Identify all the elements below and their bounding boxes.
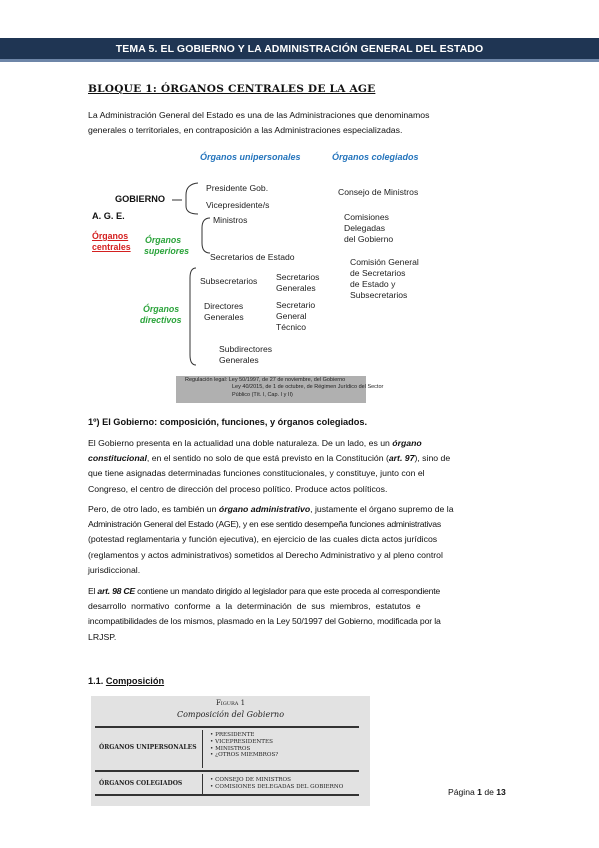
paragraph-organo-administrativo	[88, 502, 514, 578]
para-line	[88, 451, 514, 466]
item-line: Delegadas	[344, 223, 386, 233]
text-emphasis: art. 97	[388, 453, 415, 464]
figure-caption: Composición del Gobierno	[176, 710, 285, 719]
figure-row-label: ÓRGANOS COLEGIADOS	[99, 780, 183, 787]
block-title: BLOQUE 1: ÓRGANOS CENTRALES DE LA AGE	[88, 83, 376, 95]
text: contiene un mandato dirigido al legislador para que este proceda al correspondiente	[134, 586, 440, 596]
item-line: Comisión General	[350, 257, 419, 267]
item-comisiones-delegadas	[344, 212, 393, 245]
label-gobierno: GOBIERNO	[115, 194, 166, 204]
item-consejo-ministros: Consejo de Ministros	[338, 187, 419, 197]
page-number	[448, 787, 506, 797]
item-line: Subsecretarios	[350, 290, 408, 300]
item-line: de Estado y	[350, 279, 396, 289]
text: El Gobierno presenta en la actualidad una doble naturaleza. De un lado, es un	[88, 438, 393, 448]
intro-line: La Administración General del Estado es una de las Administraciones que denominamos	[88, 110, 430, 120]
item-line: Secretario	[276, 300, 316, 310]
label-organos-directivos	[140, 304, 182, 326]
para-line: Administración General del Estado (AGE), y en ese sentido desempeña funciones administrativas	[88, 519, 441, 530]
figure-separator	[95, 770, 359, 772]
page-prefix: Página	[448, 787, 478, 797]
item-presidente: Presidente Gob.	[206, 183, 269, 193]
figure-item: • COMISIONES DELEGADAS DEL GOBIERNO	[210, 783, 344, 790]
page-header	[0, 38, 599, 62]
para-line: desarrollo normativo conforme a la determinación de sus miembros, estatutos e	[88, 601, 421, 612]
figure-item: • CONSEJO DE MINISTROS	[210, 777, 291, 783]
paragraph-art98	[88, 584, 514, 645]
header-colegiados: Órganos colegiados	[332, 152, 419, 162]
figure-row-items	[210, 777, 343, 791]
header-unipersonales: Órganos unipersonales	[200, 152, 301, 162]
para-line: jurisdiccional.	[88, 564, 141, 575]
text: , en el sentido no solo de que está previsto en la Constitución (	[146, 453, 389, 464]
text-emphasis: órgano	[392, 438, 422, 448]
label-organos-centrales	[92, 231, 131, 253]
label-organos-centrales-line: Órganos	[92, 231, 129, 241]
text-emphasis: art. 98 CE	[97, 586, 135, 596]
section-heading-gobierno: 1º) El Gobierno: composición, funciones, y órganos colegiados.	[88, 417, 368, 427]
text: ), sino de	[414, 453, 451, 464]
header-title: TEMA 5. EL GOBIERNO Y LA ADMINISTRACIÓN GENERAL DEL ESTADO	[115, 42, 484, 55]
label-organos-directivos-line: directivos	[140, 315, 182, 325]
label-organos-superiores-line: Órganos	[145, 235, 182, 245]
text: El	[88, 586, 98, 596]
page-total: 13	[496, 787, 506, 797]
figure-item: • PRESIDENTE	[210, 732, 255, 738]
item-line: Generales	[204, 312, 244, 322]
intro-paragraph	[88, 108, 514, 138]
item-directores-generales	[204, 301, 244, 323]
item-secretarios-generales	[276, 272, 319, 294]
item-line: de Secretarios	[350, 268, 406, 278]
item-ministros: Ministros	[213, 215, 248, 225]
item-secretario-general-tecnico	[276, 300, 315, 333]
label-organos-directivos-line: Órganos	[143, 304, 180, 314]
legal-line: Regulación legal: Ley 50/1997, de 27 de noviembre, del Gobierno	[185, 377, 346, 383]
figure-composicion-gobierno	[91, 696, 370, 806]
section-number: 1.1.	[88, 676, 106, 686]
figure-divider	[202, 730, 203, 768]
para-line	[88, 502, 514, 517]
item-subsecretarios: Subsecretarios	[200, 276, 258, 286]
legal-line: Ley 40/2015, de 1 de octubre, de Régimen Jurídico del Sector	[232, 384, 384, 391]
para-line	[88, 436, 514, 451]
text-emphasis: órgano administrativo	[218, 504, 311, 514]
item-comision-general	[350, 257, 419, 301]
item-secretarios-estado: Secretarios de Estado	[210, 252, 295, 262]
label-age: A. G. E.	[92, 211, 125, 221]
item-line: Directores	[204, 301, 244, 311]
legal-line: Público (Tít. I, Cap. I y II)	[232, 391, 293, 398]
item-line: Técnico	[276, 322, 307, 332]
page-current: 1	[477, 787, 482, 797]
para-line: (potestad reglamentaria y función ejecutiva), en ejercicio de las cuales dicta actos jurídicos	[88, 534, 438, 545]
item-vicepresidente: Vicepresidente/s	[206, 200, 270, 210]
para-line: que tiene asignadas determinadas funciones constitucionales, y constituye, junto con el	[88, 468, 425, 479]
page-separator: de	[481, 787, 497, 797]
para-line: (reglamentos y actos administrativos) sometidos al Derecho Administrativo y al pleno control	[88, 549, 443, 560]
figure-item: • ¿OTROS MIEMBROS?	[210, 752, 279, 759]
figure-row-label: ÓRGANOS UNIPERSONALES	[99, 744, 197, 751]
para-line: incompatibilidades de los mismos, plasmado en la Ley 50/1997 del Gobierno, modificada por la	[88, 616, 441, 627]
section-title: Composición	[105, 676, 165, 686]
paragraph-naturaleza	[88, 436, 514, 497]
item-line: Subdirectores	[219, 344, 273, 354]
text: , justamente el órgano supremo de la	[310, 504, 454, 514]
figure-item: • VICEPRESIDENTES	[210, 738, 273, 745]
figure-row-items	[210, 732, 278, 759]
section-heading-composicion	[88, 676, 164, 686]
item-line: Generales	[276, 283, 316, 293]
para-line: LRJSP.	[88, 631, 117, 642]
para-line: Congreso, el centro de dirección del proceso político. Produce actos políticos.	[88, 483, 388, 494]
para-line	[88, 584, 514, 599]
item-line: Secretarios	[276, 272, 320, 282]
figure-divider	[202, 774, 203, 794]
figure-item: • MINISTROS	[210, 745, 251, 752]
item-subdirectores-generales	[219, 344, 272, 366]
label-organos-centrales-line: centrales	[92, 242, 131, 252]
item-line: del Gobierno	[344, 234, 394, 244]
intro-line: generales o territoriales, en contraposición a las Administraciones especializadas.	[88, 125, 403, 136]
item-line: General	[276, 311, 307, 321]
item-line: Generales	[219, 355, 259, 365]
legal-regulation-box	[176, 376, 384, 403]
figure-table	[95, 726, 359, 796]
label-organos-superiores	[144, 235, 189, 257]
text-emphasis: constitucional	[88, 453, 147, 464]
text: Pero, de otro lado, es también un	[88, 504, 219, 514]
figure-label: Figura 1	[215, 699, 246, 707]
label-organos-superiores-line: superiores	[144, 246, 189, 256]
item-line: Comisiones	[344, 212, 389, 222]
